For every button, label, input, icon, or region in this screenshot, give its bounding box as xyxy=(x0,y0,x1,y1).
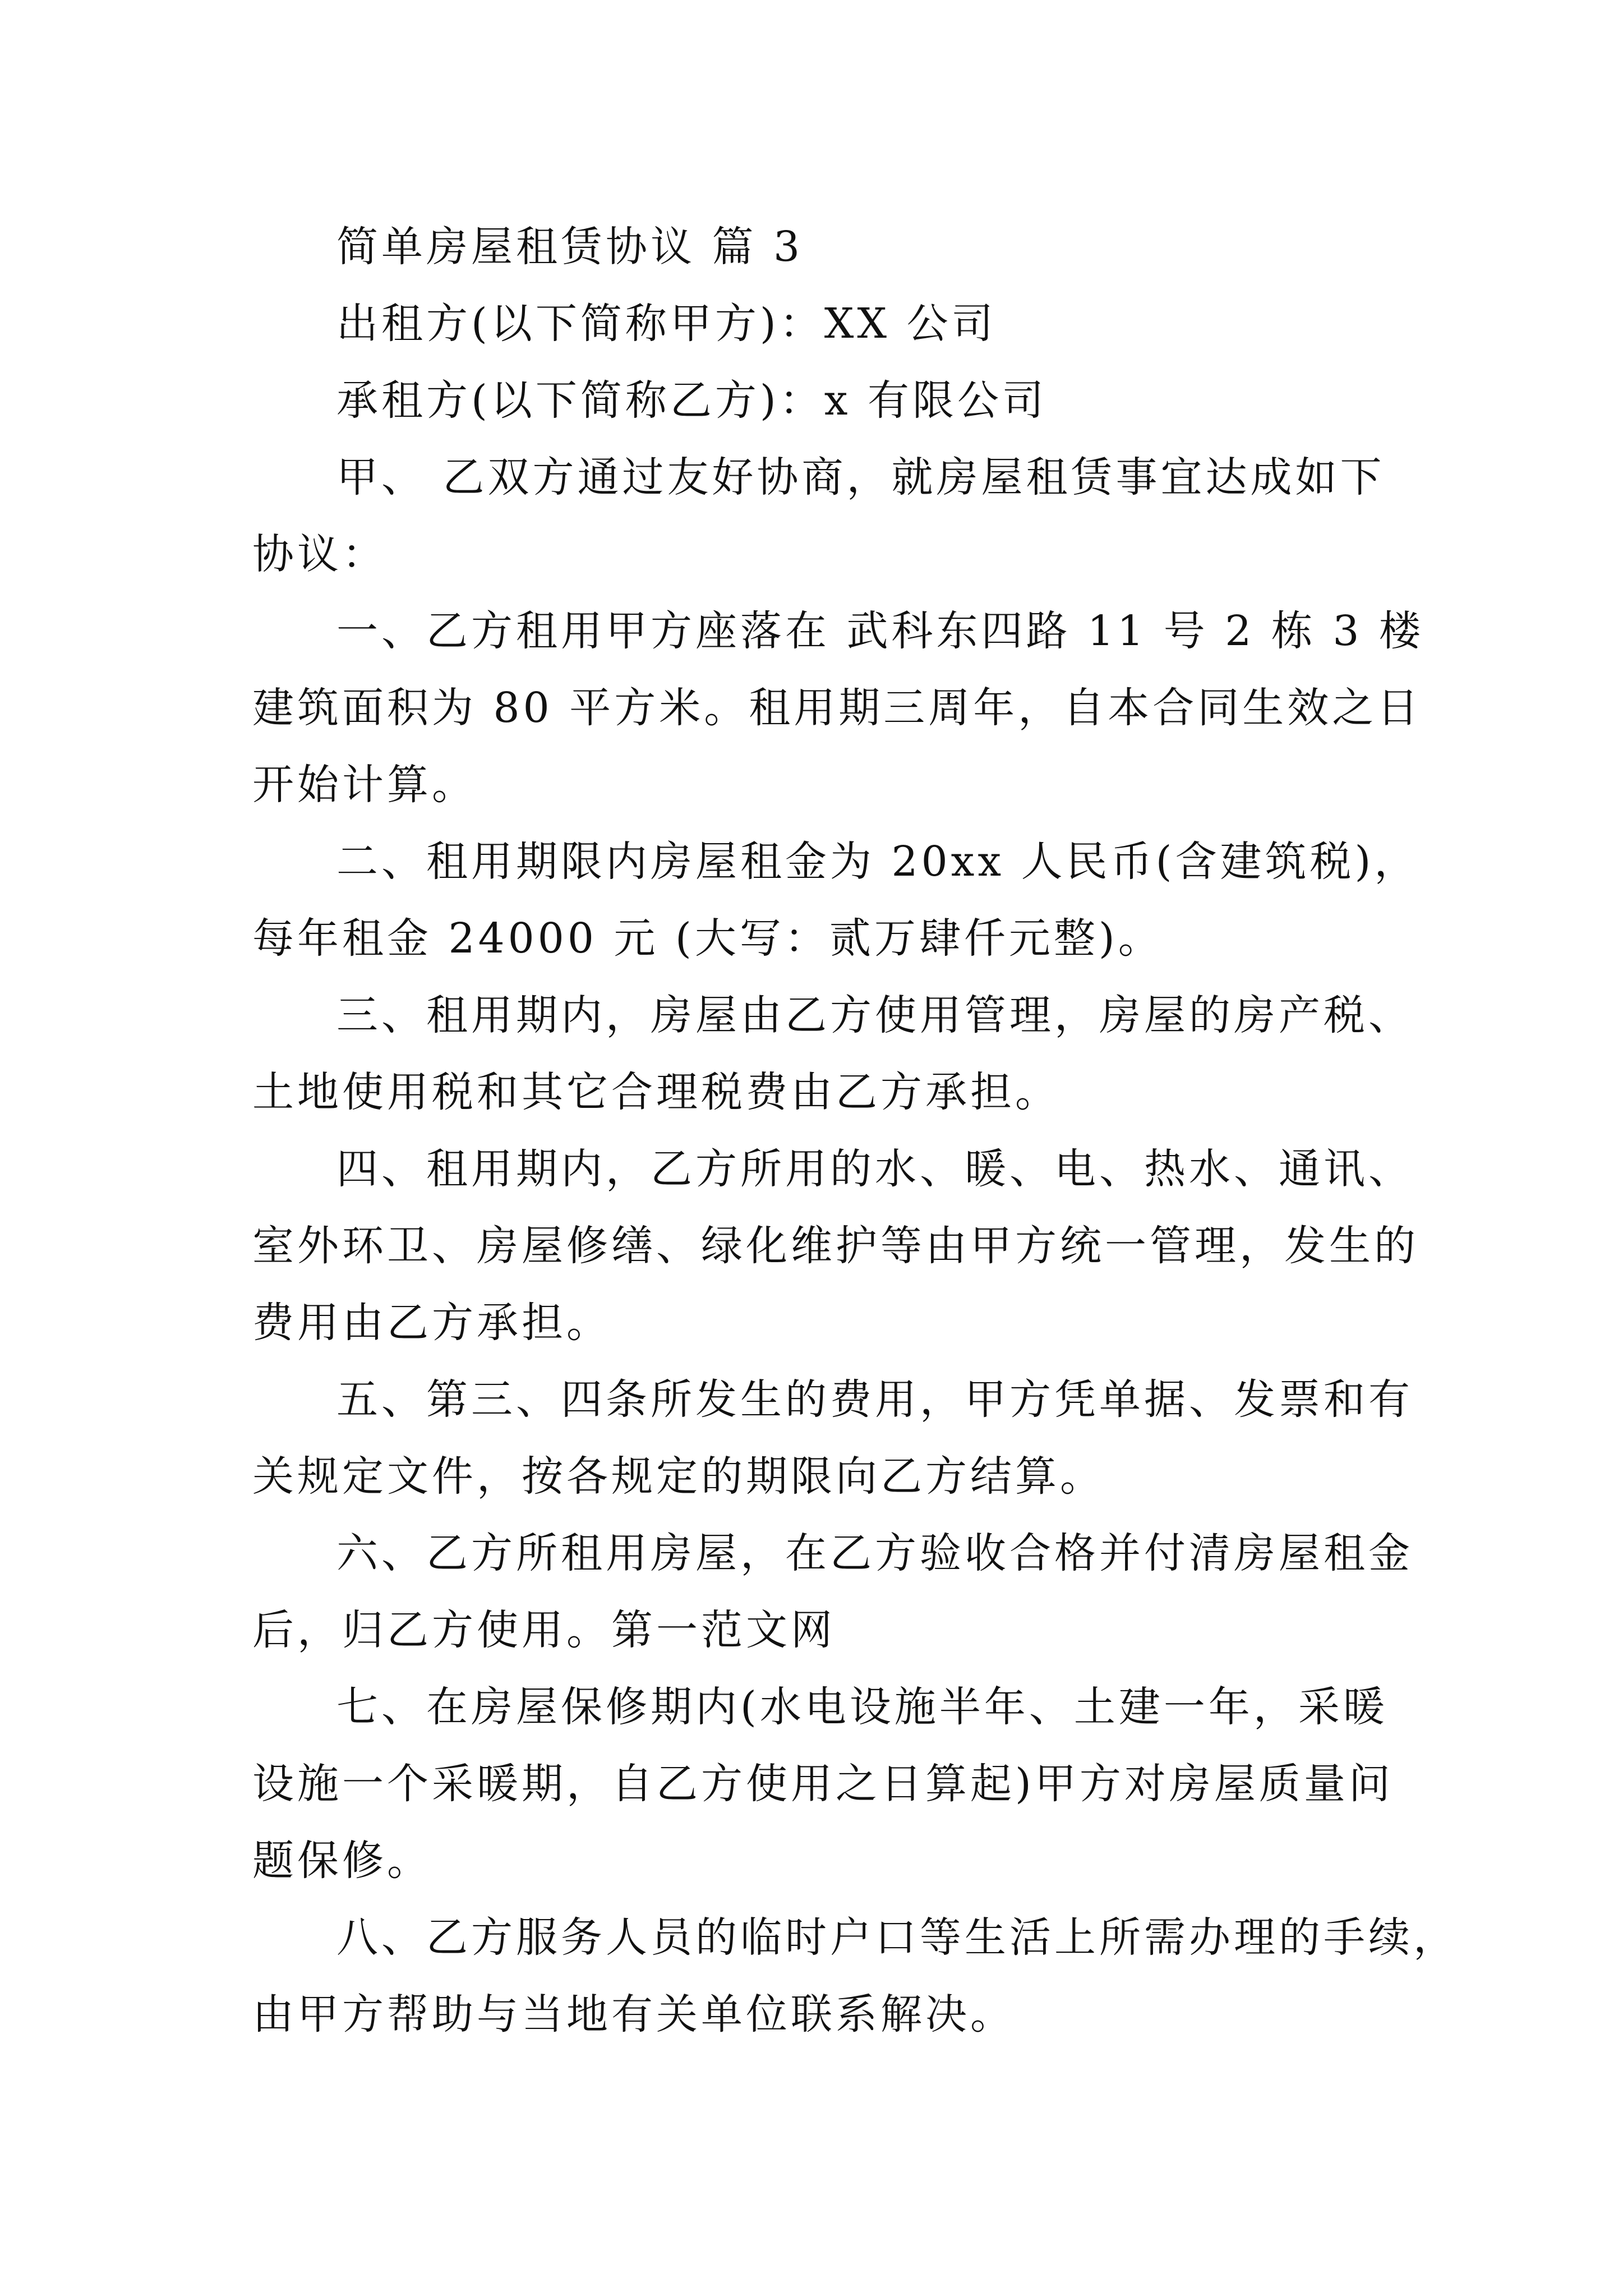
paragraph-line: 二、租用期限内房屋租金为 20xx 人民币(含建筑税)， xyxy=(336,838,1419,886)
paragraph-line: 题保修。 xyxy=(252,1837,432,1885)
paragraph-line: 一、乙方租用甲方座落在 武科东四路 11 号 2 栋 3 楼 xyxy=(336,607,1424,655)
paragraph-line: 六、乙方所租用房屋，在乙方验收合格并付清房屋租金 xyxy=(336,1529,1413,1577)
clause-7 xyxy=(252,1669,1394,1899)
paragraph-line: 由甲方帮助与当地有关单位联系解决。 xyxy=(252,1990,1015,2039)
paragraph-line: 费用由乙方承担。 xyxy=(252,1299,611,1347)
paragraph-line: 七、在房屋保修期内(水电设施半年、土建一年，采暖 xyxy=(336,1683,1388,1731)
paragraph-line: 四、租用期内，乙方所用的水、暖、电、热水、通讯、 xyxy=(336,1145,1413,1193)
paragraph-intro xyxy=(252,439,1385,593)
paragraph-line: 开始计算。 xyxy=(252,761,477,809)
document-body xyxy=(252,209,1458,2053)
lessee-line: 承租方(以下简称乙方)：x 有限公司 xyxy=(336,376,1047,425)
paragraph-line: 三、租用期内，房屋由乙方使用管理，房屋的房产税、 xyxy=(336,991,1413,1039)
paragraph-line: 每年租金 24000 元 (大写：贰万肆仟元整)。 xyxy=(252,914,1163,963)
clause-4 xyxy=(252,1131,1419,1361)
paragraph-line: 协议： xyxy=(252,530,387,578)
paragraph-line: 后，归乙方使用。第一范文网 xyxy=(252,1606,836,1654)
clause-5 xyxy=(252,1361,1413,1515)
clause-2 xyxy=(252,823,1419,977)
clause-3 xyxy=(252,977,1413,1131)
paragraph-line: 五、第三、四条所发生的费用，甲方凭单据、发票和有 xyxy=(336,1375,1413,1424)
clause-8 xyxy=(252,1899,1458,2053)
paragraph-line: 建筑面积为 80 平方米。租用期三周年，自本合同生效之日 xyxy=(252,684,1422,732)
clause-6 xyxy=(252,1515,1413,1669)
document-title: 简单房屋租赁协议 篇 3 xyxy=(336,223,804,271)
lessor-line: 出租方(以下简称甲方)：XX 公司 xyxy=(336,300,997,348)
paragraph-line: 土地使用税和其它合理税费由乙方承担。 xyxy=(252,1068,1060,1116)
paragraph-line: 八、乙方服务人员的临时户口等生活上所需办理的手续， xyxy=(336,1913,1458,1962)
clause-1 xyxy=(252,593,1424,823)
paragraph-line: 设施一个采暖期，自乙方使用之日算起)甲方对房屋质量问 xyxy=(252,1760,1394,1808)
paragraph-line: 室外环卫、房屋修缮、绿化维护等由甲方统一管理，发生的 xyxy=(252,1222,1419,1270)
paragraph-line: 关规定文件，按各规定的期限向乙方结算。 xyxy=(252,1452,1105,1501)
paragraph-line: 甲、 乙双方通过友好协商，就房屋租赁事宜达成如下 xyxy=(336,453,1385,501)
